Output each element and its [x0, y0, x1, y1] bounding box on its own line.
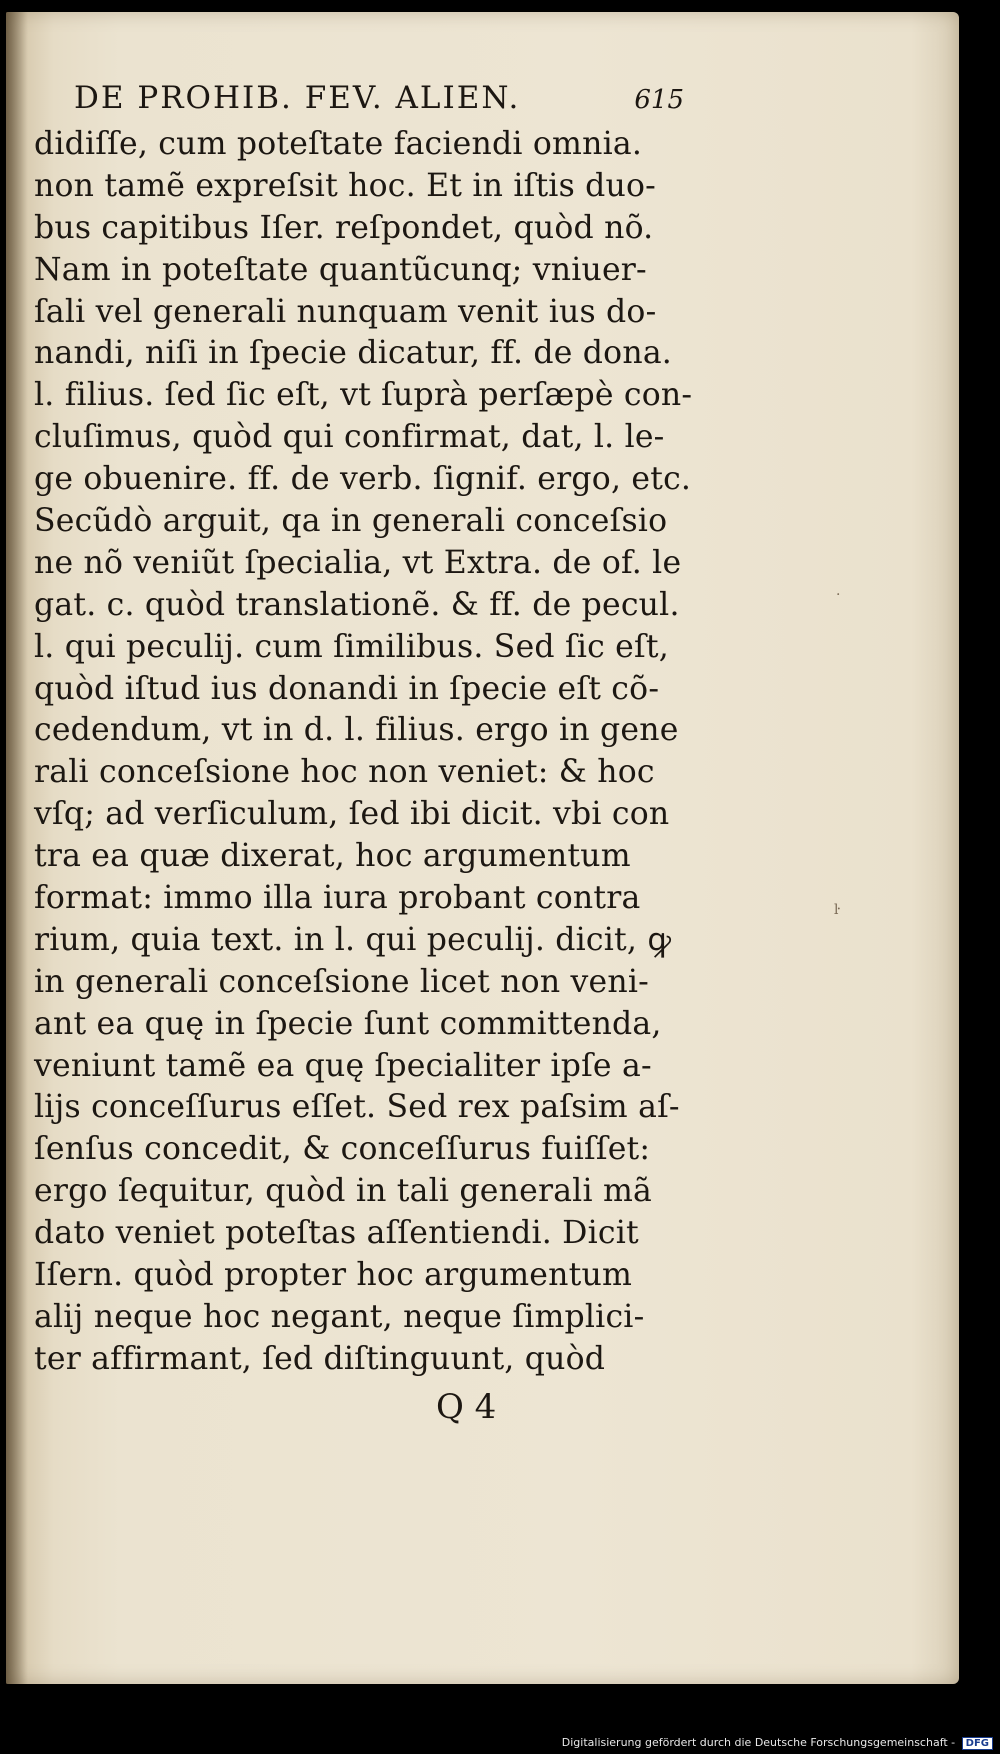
page-number: 615	[634, 85, 684, 115]
text-line: ne nõ veniũt ſpecialia, vt Extra. de of. le	[34, 544, 682, 581]
body-text	[34, 124, 693, 1381]
margin-speck: ŀ	[834, 902, 839, 918]
signature-mark: Q 4	[436, 1387, 497, 1427]
text-line: dato veniet poteſtas aſſentiendi. Dicit	[34, 1215, 639, 1252]
text-line: veniunt tamẽ ea quę ſpecialiter ipſe a-	[34, 1047, 652, 1084]
text-line: Nam in poteſtate quantũcunq; vniuer-	[34, 251, 647, 288]
text-line: tra ea quæ dixerat, hoc argumentum	[34, 838, 631, 875]
credit-text: Digitalisierung gefördert durch die Deutsche Forschungsgemeinschaft -	[561, 1736, 956, 1749]
text-line: Iſern. quòd propter hoc argumentum	[34, 1257, 633, 1294]
text-line: cedendum, vt in d. l. filius. ergo in gene	[34, 712, 679, 749]
text-line: gat. c. quòd translationẽ. & ff. de pecul.	[34, 586, 680, 623]
text-line: rium, quia text. in l. qui peculij. dicit, ꝙ	[34, 921, 672, 958]
book-page	[6, 12, 959, 1684]
text-line: vſq; ad verſiculum, ſed ibi dicit. vbi con	[34, 796, 670, 833]
text-line: ergo ſequitur, quòd in tali generali mã	[34, 1173, 652, 1210]
text-block	[34, 80, 693, 1381]
text-line: ſenſus concedit, & conceſſurus fuiſſet:	[34, 1131, 651, 1168]
dfg-logo: DFG	[962, 1737, 993, 1750]
text-line: quòd iſtud ius donandi in ſpecie eſt cõ-	[34, 670, 660, 707]
text-line: l. filius. ſed ſic eſt, vt ſuprà perſæpè con-	[34, 377, 693, 414]
text-line: nandi, niſi in ſpecie dicatur, ff. de dona.	[34, 335, 673, 372]
spine-shadow	[6, 12, 28, 1684]
text-line: Secũdò arguit, qa in generali conceſsio	[34, 503, 668, 540]
text-line: non tamẽ expreſsit hoc. Et in iſtis duo-	[34, 167, 657, 204]
running-head-title: DE PROHIB. FEV. ALIEN.	[74, 80, 521, 116]
digitization-credit	[0, 1736, 993, 1750]
text-line: format: immo illa iura probant contra	[34, 880, 641, 917]
running-head	[74, 80, 684, 124]
text-line: ant ea quę in ſpecie ſunt committenda,	[34, 1005, 662, 1042]
text-line: ſali vel generali nunquam venit ius do-	[34, 293, 657, 330]
margin-speck: ·	[836, 587, 841, 603]
text-line: alij neque hoc negant, neque ſimplici-	[34, 1298, 645, 1335]
text-line: cluſimus, quòd qui confirmat, dat, l. le-	[34, 419, 665, 456]
text-line: lijs conceſſurus eſſet. Sed rex paſsim aſ-	[34, 1089, 680, 1126]
text-line: l. qui peculij. cum ſimilibus. Sed ſic eſt,	[34, 628, 669, 665]
text-line: in generali conceſsione licet non veni-	[34, 963, 649, 1000]
text-line: didiſſe, cum poteſtate faciendi omnia.	[34, 126, 643, 162]
text-line: ge obuenire. ff. de verb. ſignif. ergo, etc.	[34, 461, 692, 498]
text-line: ter affirmant, ſed diſtinguunt, quòd	[34, 1340, 606, 1377]
text-line: rali conceſsione hoc non veniet: & hoc	[34, 754, 655, 791]
text-line: bus capitibus Iſer. reſpondet, quòd nõ.	[34, 209, 654, 246]
